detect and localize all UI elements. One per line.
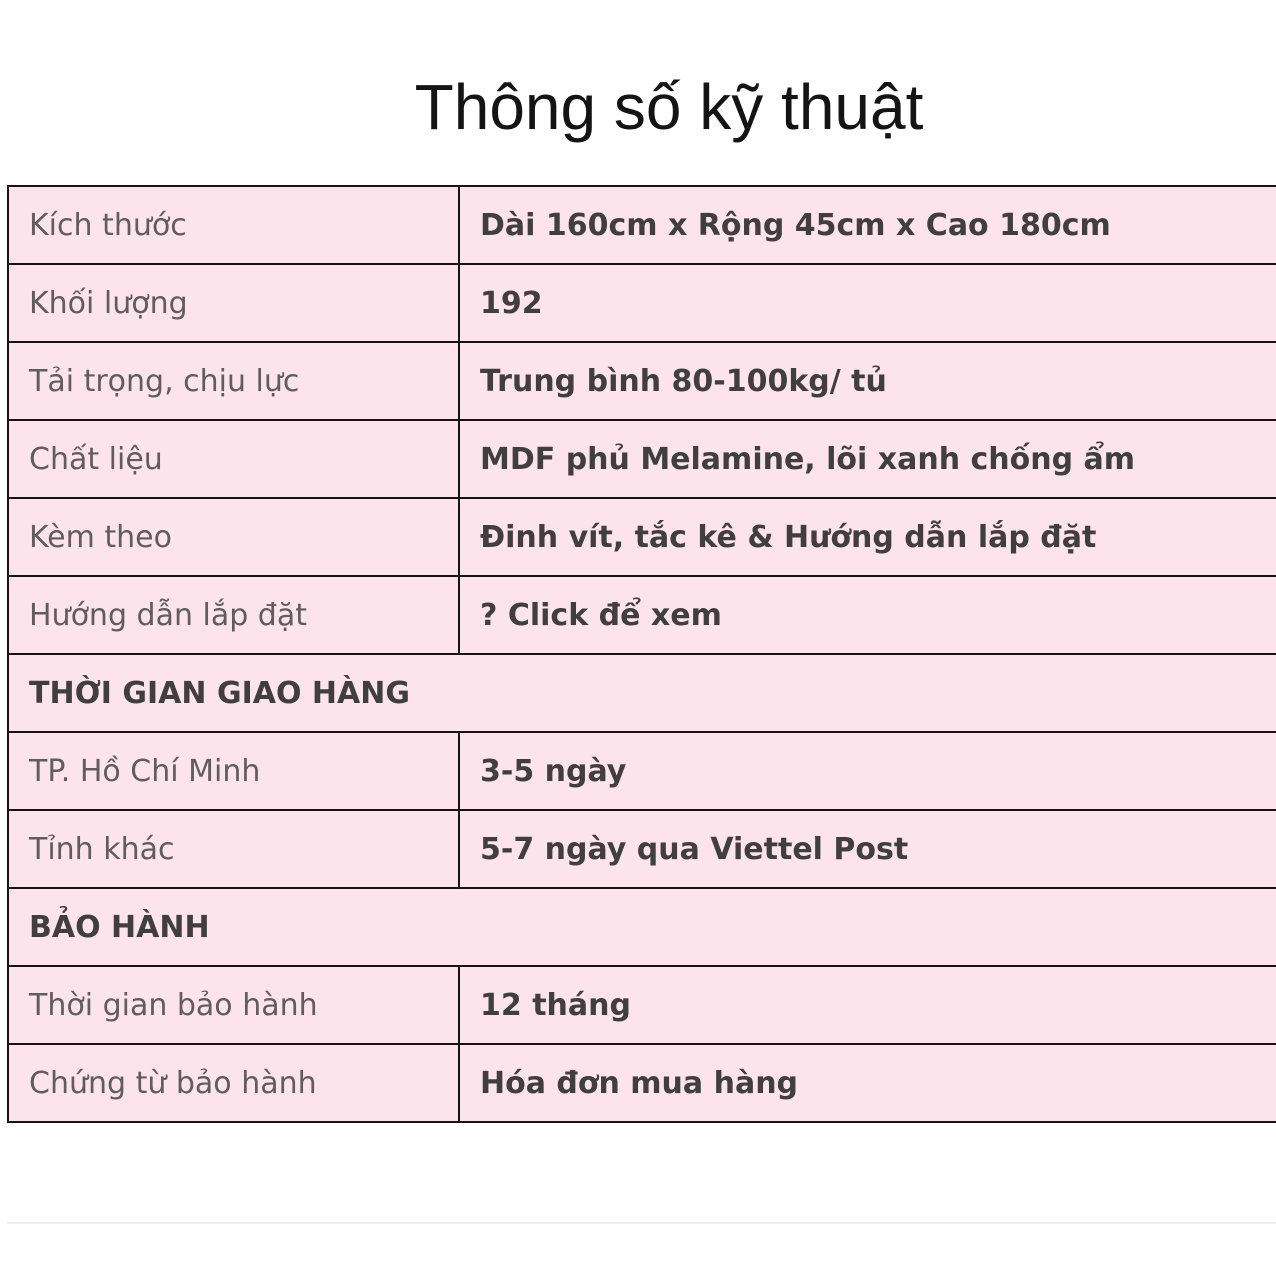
table-row [8,342,1276,420]
divider [7,1222,1276,1224]
row-value-material: MDF phủ Melamine, lõi xanh chống ẩm [459,420,1276,498]
row-value-warranty-period: 12 tháng [459,966,1276,1044]
table-row [8,576,1276,654]
table-row [8,186,1276,264]
row-value-size: Dài 160cm x Rộng 45cm x Cao 180cm [459,186,1276,264]
row-value-warranty-proof: Hóa đơn mua hàng [459,1044,1276,1122]
table-row [8,732,1276,810]
table-row [8,1044,1276,1122]
cropped-top-text [48,0,428,6]
row-label-included: Kèm theo [8,498,459,576]
table-row [8,498,1276,576]
page-title: Thông số kỹ thuật [414,71,924,143]
row-label-weight: Khối lượng [8,264,459,342]
row-label-warranty-period: Thời gian bảo hành [8,966,459,1044]
table-row [8,420,1276,498]
spec-table [7,185,1276,1123]
row-value-hcm: 3-5 ngày [459,732,1276,810]
row-label-install-guide: Hướng dẫn lắp đặt [8,576,459,654]
section-heading-warranty: BẢO HÀNH [8,888,1276,966]
table-row [8,264,1276,342]
row-label-hcm: TP. Hồ Chí Minh [8,732,459,810]
row-label-material: Chất liệu [8,420,459,498]
table-row [8,966,1276,1044]
row-label-other-province: Tỉnh khác [8,810,459,888]
install-guide-link[interactable]: ? Click để xem [459,576,1276,654]
row-label-size: Kích thước [8,186,459,264]
section-row-delivery [8,654,1276,732]
row-value-included: Đinh vít, tắc kê & Hướng dẫn lắp đặt [459,498,1276,576]
section-heading-delivery: THỜI GIAN GIAO HÀNG [8,654,1276,732]
table-row [8,810,1276,888]
row-value-weight: 192 [459,264,1276,342]
cropped-bottom-text [40,1264,1240,1275]
section-row-warranty [8,888,1276,966]
row-label-load: Tải trọng, chịu lực [8,342,459,420]
row-value-load: Trung bình 80-100kg/ tủ [459,342,1276,420]
row-label-warranty-proof: Chứng từ bảo hành [8,1044,459,1122]
row-value-other-province: 5-7 ngày qua Viettel Post [459,810,1276,888]
